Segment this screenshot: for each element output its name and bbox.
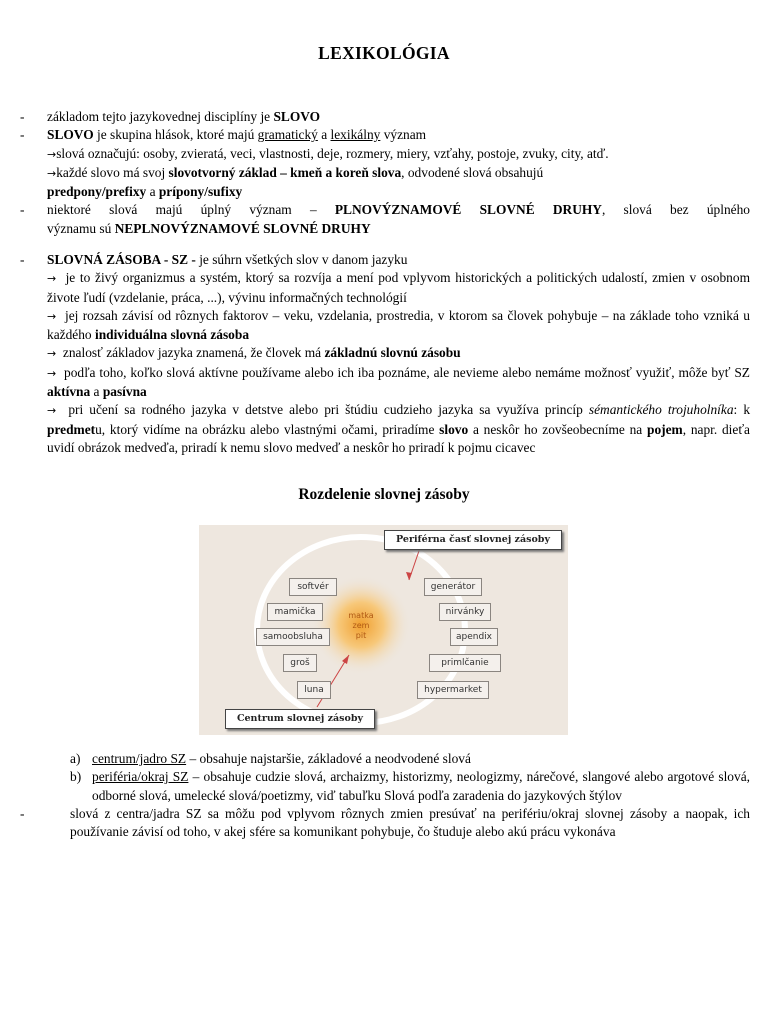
list-item: - SLOVNÁ ZÁSOBA - SZ - je súhrn všetkých slov v danom jazyku [20,251,750,269]
bullet-dash: - [20,109,25,124]
word-box: generátor [424,578,482,596]
arrow-icon: → [47,347,57,361]
list-item: - SLOVO je skupina hlások, ktoré majú gramatický a lexikálny význam [20,126,750,144]
core-words: matka zem pit [348,611,374,640]
list-item: →každé slovo má svoj slovotvorný základ – kmeň a koreň slova, odvodené slová obsahujú [47,164,544,180]
arrow-icon: → [47,309,57,323]
section-slovna-zasoba [20,251,750,457]
word-box: samoobsluha [256,628,330,646]
center-tag: Centrum slovnej zásoby [225,709,375,729]
word-box: apendix [450,628,498,646]
arrow-icon: → [47,272,57,286]
periphery-tag: Periférna časť slovnej zásoby [384,530,562,550]
word-box: hypermarket [417,681,489,699]
list-item: →slová označujú: osoby, zvieratá, veci, vlastnosti, deje, rozmery, miery, vzťahy, postoje, zvuky, city, atď. [47,145,609,161]
page-title: LEXIKOLÓGIA [318,43,450,63]
list-item: → je to živý organizmus a systém, ktorý sa rozvíja a mení pod vplyvom historických a politických udalostí, zmien v osobnom živote ľudí (vzdelanie, práca, ...), vývinu informačných technológií [47,270,750,305]
list-item: - základom tejto jazykovednej disciplíny je SLOVO [20,108,750,126]
section-subtitle: Rozdelenie slovnej zásoby [298,486,470,503]
section-slovo [20,108,750,238]
list-item: - slová z centra/jadra SZ sa môžu pod vplyvom rôznych zmien presúvať na perifériu/okraj slovnej zásoby a naopak, ich používanie závisí od toho, v akej sfére sa komunikant pohybuje, čo študuje alebo akú prácu vykonáva [20,805,750,840]
bullet-dash: - [20,252,25,267]
word-box: groš [283,654,317,672]
word-box: nirvánky [439,603,491,621]
vocabulary-diagram [199,525,568,735]
arrow-icon: → [47,404,57,418]
word-box: softvér [289,578,337,596]
word-box: primlčanie [429,654,501,672]
list-item: významu sú NEPLNOVÝZNAMOVÉ SLOVNÉ DRUHY [47,220,371,236]
list-item: b) periféria/okraj SZ – obsahuje cudzie slová, archaizmy, historizmy, neologizmy, nárečové, slangové alebo argotové slová, odborné slová, umelecké slová/poetizmy, viď tabuľku Slová podľa zaradenia do jazykových štýlov [70,769,750,803]
arrow-icon: → [47,166,57,180]
word-box: mamička [267,603,323,621]
section-division-list [20,750,750,841]
bullet-dash: - [20,127,25,143]
list-item: → pri učení sa rodného jazyka v detstve alebo pri štúdiu cudzieho jazyka sa využíva princíp sémantického trojuholníka: k predmetu, ktorý vidíme na obrázku alebo vlastnými očami, priradíme slovo a neskôr ho zovšeobecníme na pojem, napr. dieťa uvidí obrázok medveďa, priradí k nemu slovo medveď a neskôr ho priradí k pojmu cicavec [47,402,751,455]
word-box: luna [297,681,331,699]
list-item: - niektoré slová majú úplný význam – PLNOVÝZNAMOVÉ SLOVNÉ DRUHY, slová bez úplného [20,201,750,219]
bullet-dash: - [20,202,25,218]
list-item: a) centrum/jadro SZ – obsahuje najstaršie, základové a neodvodené slová [70,751,471,766]
list-item: → jej rozsah závisí od rôznych faktorov – veku, vzdelania, prostredia, v ktorom sa človek pohybuje – na základe toho vzniká u každého individuálna slovná zásoba [47,307,750,343]
list-item: predpony/prefixy a prípony/sufixy [47,184,243,200]
arrow-icon: → [47,147,57,161]
bullet-dash: - [20,805,25,821]
list-item: → znalosť základov jazyka znamená, že človek má základnú slovnú zásobu [47,345,461,361]
arrow-icon: → [47,366,57,380]
list-item: → podľa toho, koľko slová aktívne používame alebo ich iba poznáme, ale nevieme alebo nemáme možnosť využiť, môže byť SZ aktívna a pasívna [47,364,750,400]
